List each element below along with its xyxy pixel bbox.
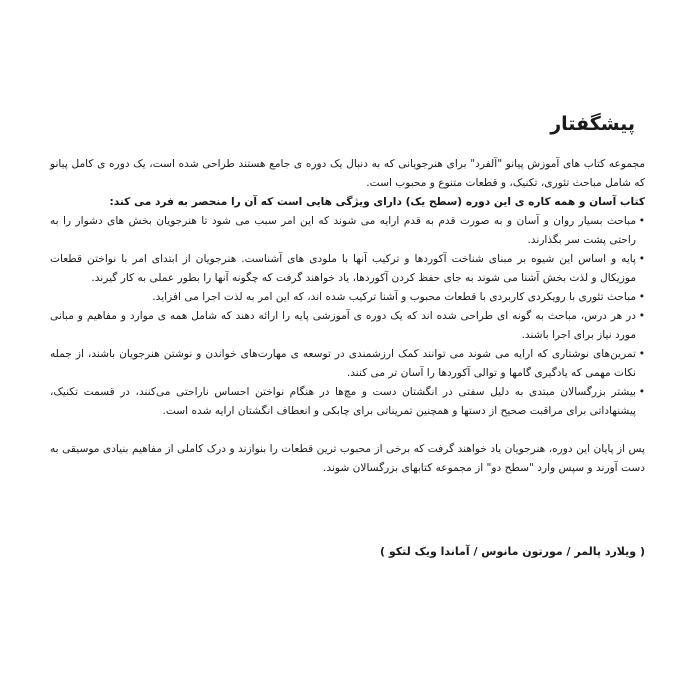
preface-body (50, 155, 645, 478)
intro-paragraph: مجموعه کتاب های آموزش پیانو "آلفرد" برای هنرجویانی که به دنبال یک دوره ی جامع هستند طراحی شده است، یک دوره ی کامل پیانو که شامل مباحث تئوری، تکنیک، و قطعات متنوع و محبوب است. (50, 158, 645, 189)
lead-sentence: کتاب آسان و همه کاره ی این دوره (سطح یک) دارای ویژگی هایی است که آن را منحصر به فرد می کند: (109, 196, 645, 208)
authors-line: ( ویلارد پالمر / مورتون مانوس / آماندا ویک لتکو ) (379, 545, 645, 558)
feature-item: • پایه و اساس این شیوه بر مبنای شناخت آکوردها و ترکیب آنها با ملودی های آشناست. هنرجویان از ابتدای امر با نواختن قطعات موزیکال و لذت بخش آشنا می شوند به جای حفظ کردن آکوردها، یاد خواهند گرفت که چگونه آنها را بطور عملی به کار گیرند. (50, 250, 645, 288)
feature-list (50, 212, 645, 421)
page-title: پیشگفتار (550, 113, 635, 135)
closing-paragraph: پس از پایان این دوره، هنرجویان یاد خواهند گرفت که برخی از محبوب ترین قطعات را بنوازند و درک کاملی از مفاهیم بنیادی موسیقی به دست آورند و سپس وارد "سطح دو" از مجموعه کتابهای بزرگسالان شوند. (50, 443, 645, 474)
feature-item: • تمرین‌های نوشتاری که ارایه می شوند می توانند کمک ارزشمندی در توسعه ی مهارت‌های خواندن و نوشتن هنرجویان باشند، از جمله نکات مهمی که یادگیری گامها و توالی آکوردها را آسان تر می کنند. (50, 345, 645, 383)
feature-item: • مباحث بسیار روان و آسان و به صورت قدم به قدم ارایه می شوند که این امر سبب می شود تا هنرجویان بخش های دشوار را به راحتی پشت سر بگذارند. (50, 212, 645, 250)
feature-item: • مباحث تئوری با رویکردی کاربردی با قطعات محبوب و آشنا ترکیب شده اند، که این امر به لذت اجرا می افزاید. (50, 288, 645, 307)
feature-item: • بیشتر بزرگسالان مبتدی به دلیل سفتی در انگشتان دست و مچ‌ها در هنگام نواختن احساس ناراحتی می‌کنند، در قسمت تکنیک، پیشنهاداتی برای مراقبت صحیح از دستها و همچنین تمریناتی برای چابکی و انعطاف انگشتان ارایه شده است. (50, 383, 645, 421)
spacer (50, 421, 645, 440)
feature-item: • در هر درس، مباحث به گونه ای طراحی شده اند که یک دوره ی آموزشی پایه را ارائه دهند که شامل همه ی موارد و مفاهیم و مبانی مورد نیاز برای اجرا باشند. (50, 307, 645, 345)
